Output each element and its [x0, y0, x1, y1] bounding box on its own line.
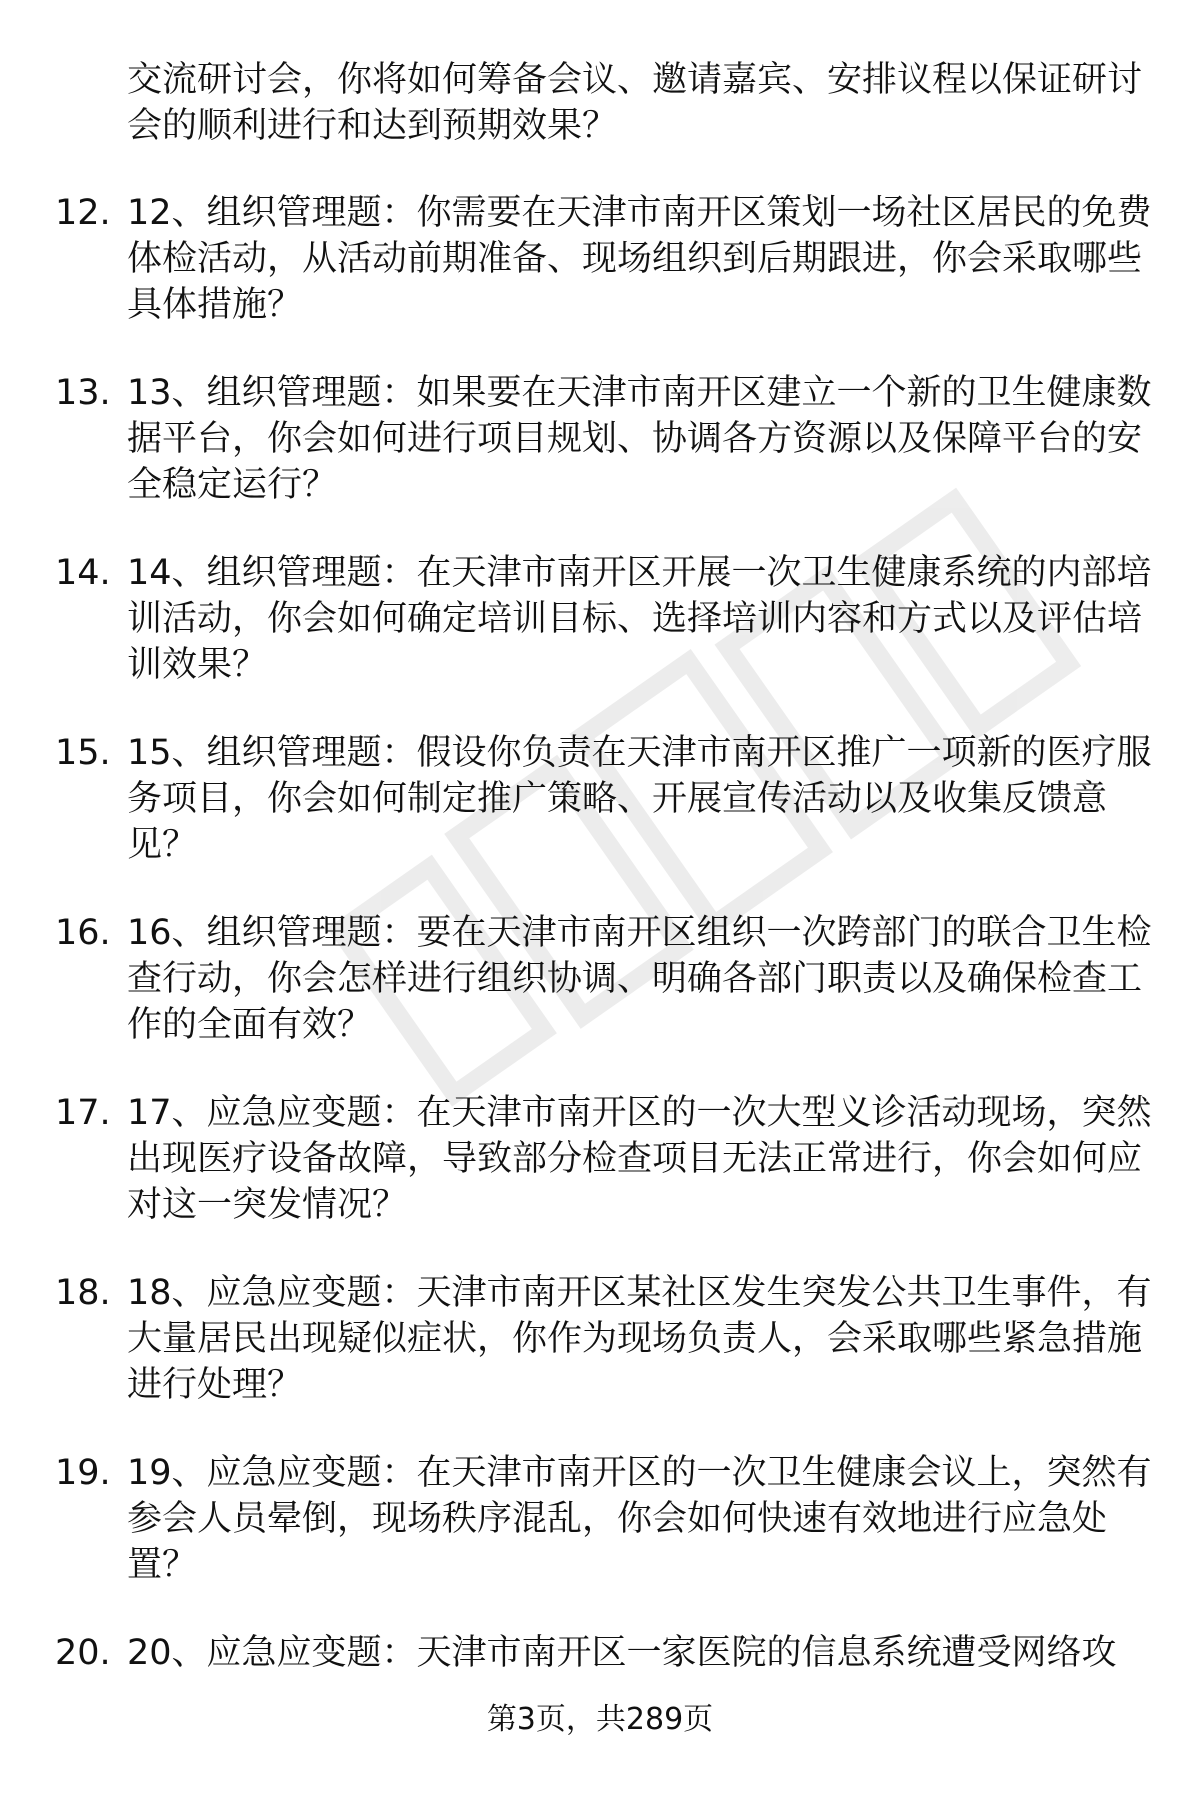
question-list [0, 190, 1200, 1810]
list-item [0, 1450, 1200, 1630]
list-item [0, 550, 1200, 730]
list-item [0, 1090, 1200, 1270]
question-text: 18、应急应变题：天津市南开区某社区发生突发公共卫生事件，有大量居民出现疑似症状，你作为现场负责人，会采取哪些紧急措施进行处理？ [127, 1273, 1152, 1405]
question-text: 19、应急应变题：在天津市南开区的一次卫生健康会议上，突然有参会人员晕倒，现场秩序混乱，你会如何快速有效地进行应急处置？ [127, 1453, 1152, 1585]
question-text: 15、组织管理题：假设你负责在天津市南开区推广一项新的医疗服务项目，你会如何制定推广策略、开展宣传活动以及收集反馈意见？ [127, 733, 1152, 865]
continuation-text: 交流研讨会，你将如何筹备会议、邀请嘉宾、安排议程以保证研讨会的顺利进行和达到预期效果？ [127, 60, 1143, 146]
list-item [0, 910, 1200, 1090]
question-number: 13. [55, 373, 111, 413]
list-item [0, 730, 1200, 910]
question-number: 15. [55, 733, 111, 773]
list-item [0, 370, 1200, 550]
question-text: 13、组织管理题：如果要在天津市南开区建立一个新的卫生健康数据平台，你会如何进行项目规划、协调各方资源以及保障平台的安全稳定运行？ [127, 373, 1152, 505]
question-number: 18. [55, 1273, 111, 1313]
question-number: 19. [55, 1453, 111, 1493]
question-text: 20、应急应变题：天津市南开区一家医院的信息系统遭受网络攻 [127, 1633, 1117, 1673]
question-number: 20. [55, 1633, 111, 1673]
page-footer: 第3页，共289页 [486, 1702, 714, 1737]
question-text: 14、组织管理题：在天津市南开区开展一次卫生健康系统的内部培训活动，你会如何确定培训目标、选择培训内容和方式以及评估培训效果？ [127, 553, 1152, 685]
question-number: 14. [55, 553, 111, 593]
question-number: 17. [55, 1093, 111, 1133]
question-text: 12、组织管理题：你需要在天津市南开区策划一场社区居民的免费体检活动，从活动前期准备、现场组织到后期跟进，你会采取哪些具体措施？ [127, 193, 1152, 325]
question-text: 17、应急应变题：在天津市南开区的一次大型义诊活动现场，突然出现医疗设备故障，导致部分检查项目无法正常进行，你会如何应对这一突发情况？ [127, 1093, 1152, 1225]
question-number: 16. [55, 913, 111, 953]
list-item [0, 190, 1200, 370]
question-number: 12. [55, 193, 111, 233]
question-text: 16、组织管理题：要在天津市南开区组织一次跨部门的联合卫生检查行动，你会怎样进行组织协调、明确各部门职责以及确保检查工作的全面有效？ [127, 913, 1152, 1045]
list-item [0, 1270, 1200, 1450]
